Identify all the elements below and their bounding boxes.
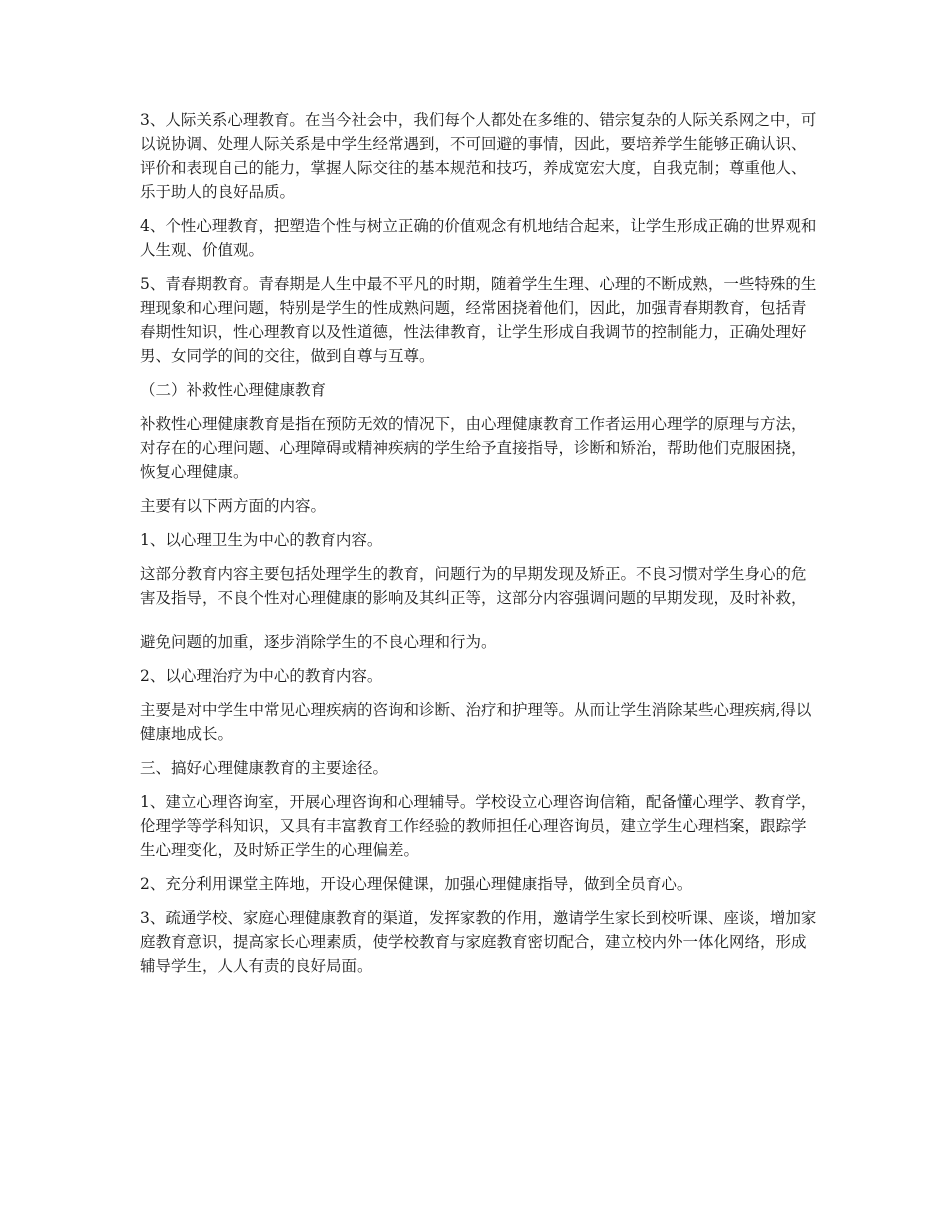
section-heading-approaches: 三、搞好心理健康教育的主要途径。 xyxy=(140,759,389,777)
item-psychotherapy: 2、以心理治疗为中心的教育内容。 xyxy=(140,667,383,685)
item-mental-hygiene: 1、以心理卫生为中心的教育内容。 xyxy=(140,531,383,549)
paragraph-classroom: 2、充分利用课堂主阵地，开设心理保健课，加强心理健康指导，做到全员育心。 xyxy=(140,875,693,893)
paragraph-remedial-definition: 补救性心理健康教育是指在预防无效的情况下，由心理健康教育工作者运用心理学的原理与方法，对存在的心理问题、心理障碍或精神疾病的学生给予直接指导，诊断和矫治，帮助他们克服困挠，恢复心理健康。 xyxy=(140,415,807,481)
paragraph-adolescence-education: 5、青春期教育。青春期是人生中最不平凡的时期，随着学生生理、心理的不断成熟，一些特殊的生理现象和心理问题，特别是学生的性成熟问题，经常困挠着他们，因此，加强青春期教育，包括青春期性知识，性心理教育以及性道德，性法律教育，让学生形成自我调节的控制能力，正确处理好男、女同学的间的交往，做到自尊与互尊。 xyxy=(140,275,817,365)
paragraph-therapy-content: 主要是对中学生中常见心理疾病的咨询和诊断、治疗和护理等。从而让学生消除某些心理疾病,得以健康地成长。 xyxy=(140,701,812,743)
paragraph-home-school: 3、疏通学校、家庭心理健康教育的渠道，发挥家教的作用，邀请学生家长到校听课、座谈，增加家庭教育意识，提高家长心理素质，使学校教育与家庭教育密切配合，建立校内外一体化网络，形成辅导学生，人人有责的良好局面。 xyxy=(140,909,817,975)
paragraph-personality-education: 4、个性心理教育，把塑造个性与树立正确的价值观念有机地结合起来，让学生形成正确的世界观和人生观、价值观。 xyxy=(140,217,817,259)
paragraph-two-aspects: 主要有以下两方面的内容。 xyxy=(140,497,327,515)
section-heading-remedial: （二）补救性心理健康教育 xyxy=(140,381,327,399)
paragraph-counseling-room: 1、建立心理咨询室，开展心理咨询和心理辅导。学校设立心理咨询信箱，配备懂心理学、教育学，伦理学等学科知识，又具有丰富教育工作经验的教师担任心理咨询员，建立学生心理档案，跟踪学生心理变化，及时矫正学生的心理偏差。 xyxy=(140,793,817,859)
paragraph-avoid-problems: 避免问题的加重，逐步消除学生的不良心理和行为。 xyxy=(140,633,497,651)
document-body xyxy=(140,108,820,988)
paragraph-interpersonal-education: 3、人际关系心理教育。在当今社会中，我们每个人都处在多维的、错宗复杂的人际关系网之中，可以说协调、处理人际关系是中学生经常遇到，不可回避的事情，因此，要培养学生能够正确认识、评价和表现自己的能力，掌握人际交往的基本规范和技巧，养成宽宏大度，自我克制；尊重他人、乐于助人的良好品质。 xyxy=(140,111,817,201)
paragraph-hygiene-content: 这部分教育内容主要包括处理学生的教育，问题行为的早期发现及矫正。不良习惯对学生身心的危害及指导，不良个性对心理健康的影响及其纠正等，这部分内容强调问题的早期发现，及时补救， xyxy=(140,565,807,607)
